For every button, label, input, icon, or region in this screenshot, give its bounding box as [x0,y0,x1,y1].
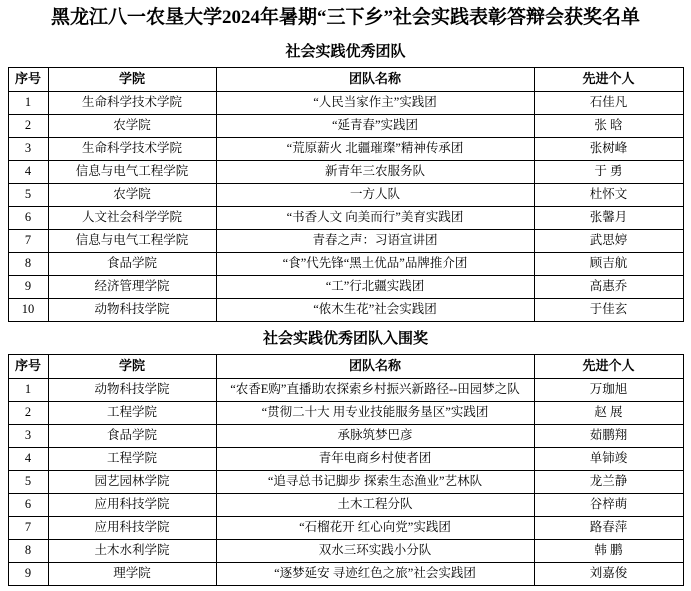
table-row [8,562,683,585]
cell-no: 10 [8,298,48,321]
cell-individual: 谷梓萌 [534,493,683,516]
cell-no: 4 [8,447,48,470]
cell-no: 1 [8,378,48,401]
cell-team: 双水三环实践小分队 [216,539,534,562]
table-row [8,275,683,298]
cell-individual: 路春萍 [534,516,683,539]
section-heading-1: 社会实践优秀团队 [285,43,406,60]
cell-individual: 杜怀文 [534,183,683,206]
cell-college: 食品学院 [48,252,216,275]
table-row [8,91,683,114]
column-header-no: 序号 [8,354,48,378]
cell-individual: 龙兰静 [534,470,683,493]
award-table-2 [8,354,684,586]
award-table-1 [8,67,684,322]
cell-college: 动物科技学院 [48,378,216,401]
cell-team: “石榴花开 红心向党”实践团 [216,516,534,539]
table-row [8,252,683,275]
cell-no: 4 [8,160,48,183]
cell-no: 7 [8,516,48,539]
cell-team: “食”代先锋“黑土优品”品牌推介团 [216,252,534,275]
cell-no: 6 [8,493,48,516]
section-heading-2: 社会实践优秀团队入围奖 [262,330,428,347]
cell-team: “农香E购”直播助农探索乡村振兴新路径--田园梦之队 [216,378,534,401]
cell-individual: 石佳凡 [534,91,683,114]
column-header-team: 团队名称 [216,67,534,91]
cell-individual: 张树峰 [534,137,683,160]
table-row [8,424,683,447]
cell-individual: 武思婷 [534,229,683,252]
cell-individual: 张 晗 [534,114,683,137]
cell-team: “侬木生花”社会实践团 [216,298,534,321]
table-row [8,539,683,562]
table-row [8,470,683,493]
cell-college: 信息与电气工程学院 [48,229,216,252]
cell-college: 理学院 [48,562,216,585]
table-row [8,114,683,137]
cell-individual: 张馨月 [534,206,683,229]
cell-team: “逐梦延安 寻迹红色之旅”社会实践团 [216,562,534,585]
table-row [8,160,683,183]
cell-individual: 赵 展 [534,401,683,424]
cell-individual: 刘嘉俊 [534,562,683,585]
cell-college: 生命科学技术学院 [48,91,216,114]
cell-no: 2 [8,114,48,137]
cell-individual: 韩 鹏 [534,539,683,562]
cell-college: 应用科技学院 [48,516,216,539]
column-header-college: 学院 [48,67,216,91]
column-header-individual: 先进个人 [534,67,683,91]
cell-team: 土木工程分队 [216,493,534,516]
cell-college: 工程学院 [48,447,216,470]
cell-team: “人民当家作主”实践团 [216,91,534,114]
table-row [8,378,683,401]
cell-no: 5 [8,183,48,206]
cell-no: 1 [8,91,48,114]
cell-team: 一方人队 [216,183,534,206]
table-row [8,183,683,206]
cell-no: 3 [8,424,48,447]
column-header-no: 序号 [8,67,48,91]
cell-no: 9 [8,562,48,585]
cell-no: 8 [8,539,48,562]
column-header-individual: 先进个人 [534,354,683,378]
cell-individual: 于佳玄 [534,298,683,321]
cell-college: 生命科学技术学院 [48,137,216,160]
table-row [8,206,683,229]
cell-team: 青春之声：习语宣讲团 [216,229,534,252]
cell-no: 6 [8,206,48,229]
cell-college: 园艺园林学院 [48,470,216,493]
cell-no: 2 [8,401,48,424]
cell-college: 应用科技学院 [48,493,216,516]
cell-college: 信息与电气工程学院 [48,160,216,183]
cell-college: 工程学院 [48,401,216,424]
cell-team: “追寻总书记脚步 探索生态渔业”艺林队 [216,470,534,493]
cell-college: 经济管理学院 [48,275,216,298]
cell-individual: 万珈旭 [534,378,683,401]
cell-individual: 茹鹏翔 [534,424,683,447]
cell-team: “书香人文 向美而行”美育实践团 [216,206,534,229]
cell-team: “贯彻二十大 用专业技能服务垦区”实践团 [216,401,534,424]
column-header-college: 学院 [48,354,216,378]
cell-college: 人文社会科学学院 [48,206,216,229]
table-row [8,229,683,252]
page-title: 黑龙江八一农垦大学2024年暑期“三下乡”社会实践表彰答辩会获奖名单 [50,7,640,28]
cell-no: 7 [8,229,48,252]
cell-college: 土木水利学院 [48,539,216,562]
table-header-row [8,67,683,91]
cell-individual: 高惠乔 [534,275,683,298]
cell-no: 9 [8,275,48,298]
table-row [8,516,683,539]
cell-team: “荒原薪火 北疆璀璨”精神传承团 [216,137,534,160]
table-row [8,447,683,470]
cell-team: 青年电商乡村使者团 [216,447,534,470]
cell-college: 动物科技学院 [48,298,216,321]
cell-individual: 于 勇 [534,160,683,183]
table-row [8,493,683,516]
cell-individual: 单铈竣 [534,447,683,470]
cell-team: “延青春”实践团 [216,114,534,137]
table-row [8,137,683,160]
cell-team: “工”行北疆实践团 [216,275,534,298]
cell-no: 8 [8,252,48,275]
cell-no: 5 [8,470,48,493]
cell-college: 食品学院 [48,424,216,447]
table-row [8,298,683,321]
table-wrapper-2 [0,354,691,586]
table-row [8,401,683,424]
cell-college: 农学院 [48,183,216,206]
cell-team: 新青年三农服务队 [216,160,534,183]
cell-college: 农学院 [48,114,216,137]
cell-no: 3 [8,137,48,160]
table-header-row [8,354,683,378]
cell-team: 承脉筑梦巴彦 [216,424,534,447]
column-header-team: 团队名称 [216,354,534,378]
cell-individual: 顾吉航 [534,252,683,275]
table-wrapper-1 [0,67,691,322]
